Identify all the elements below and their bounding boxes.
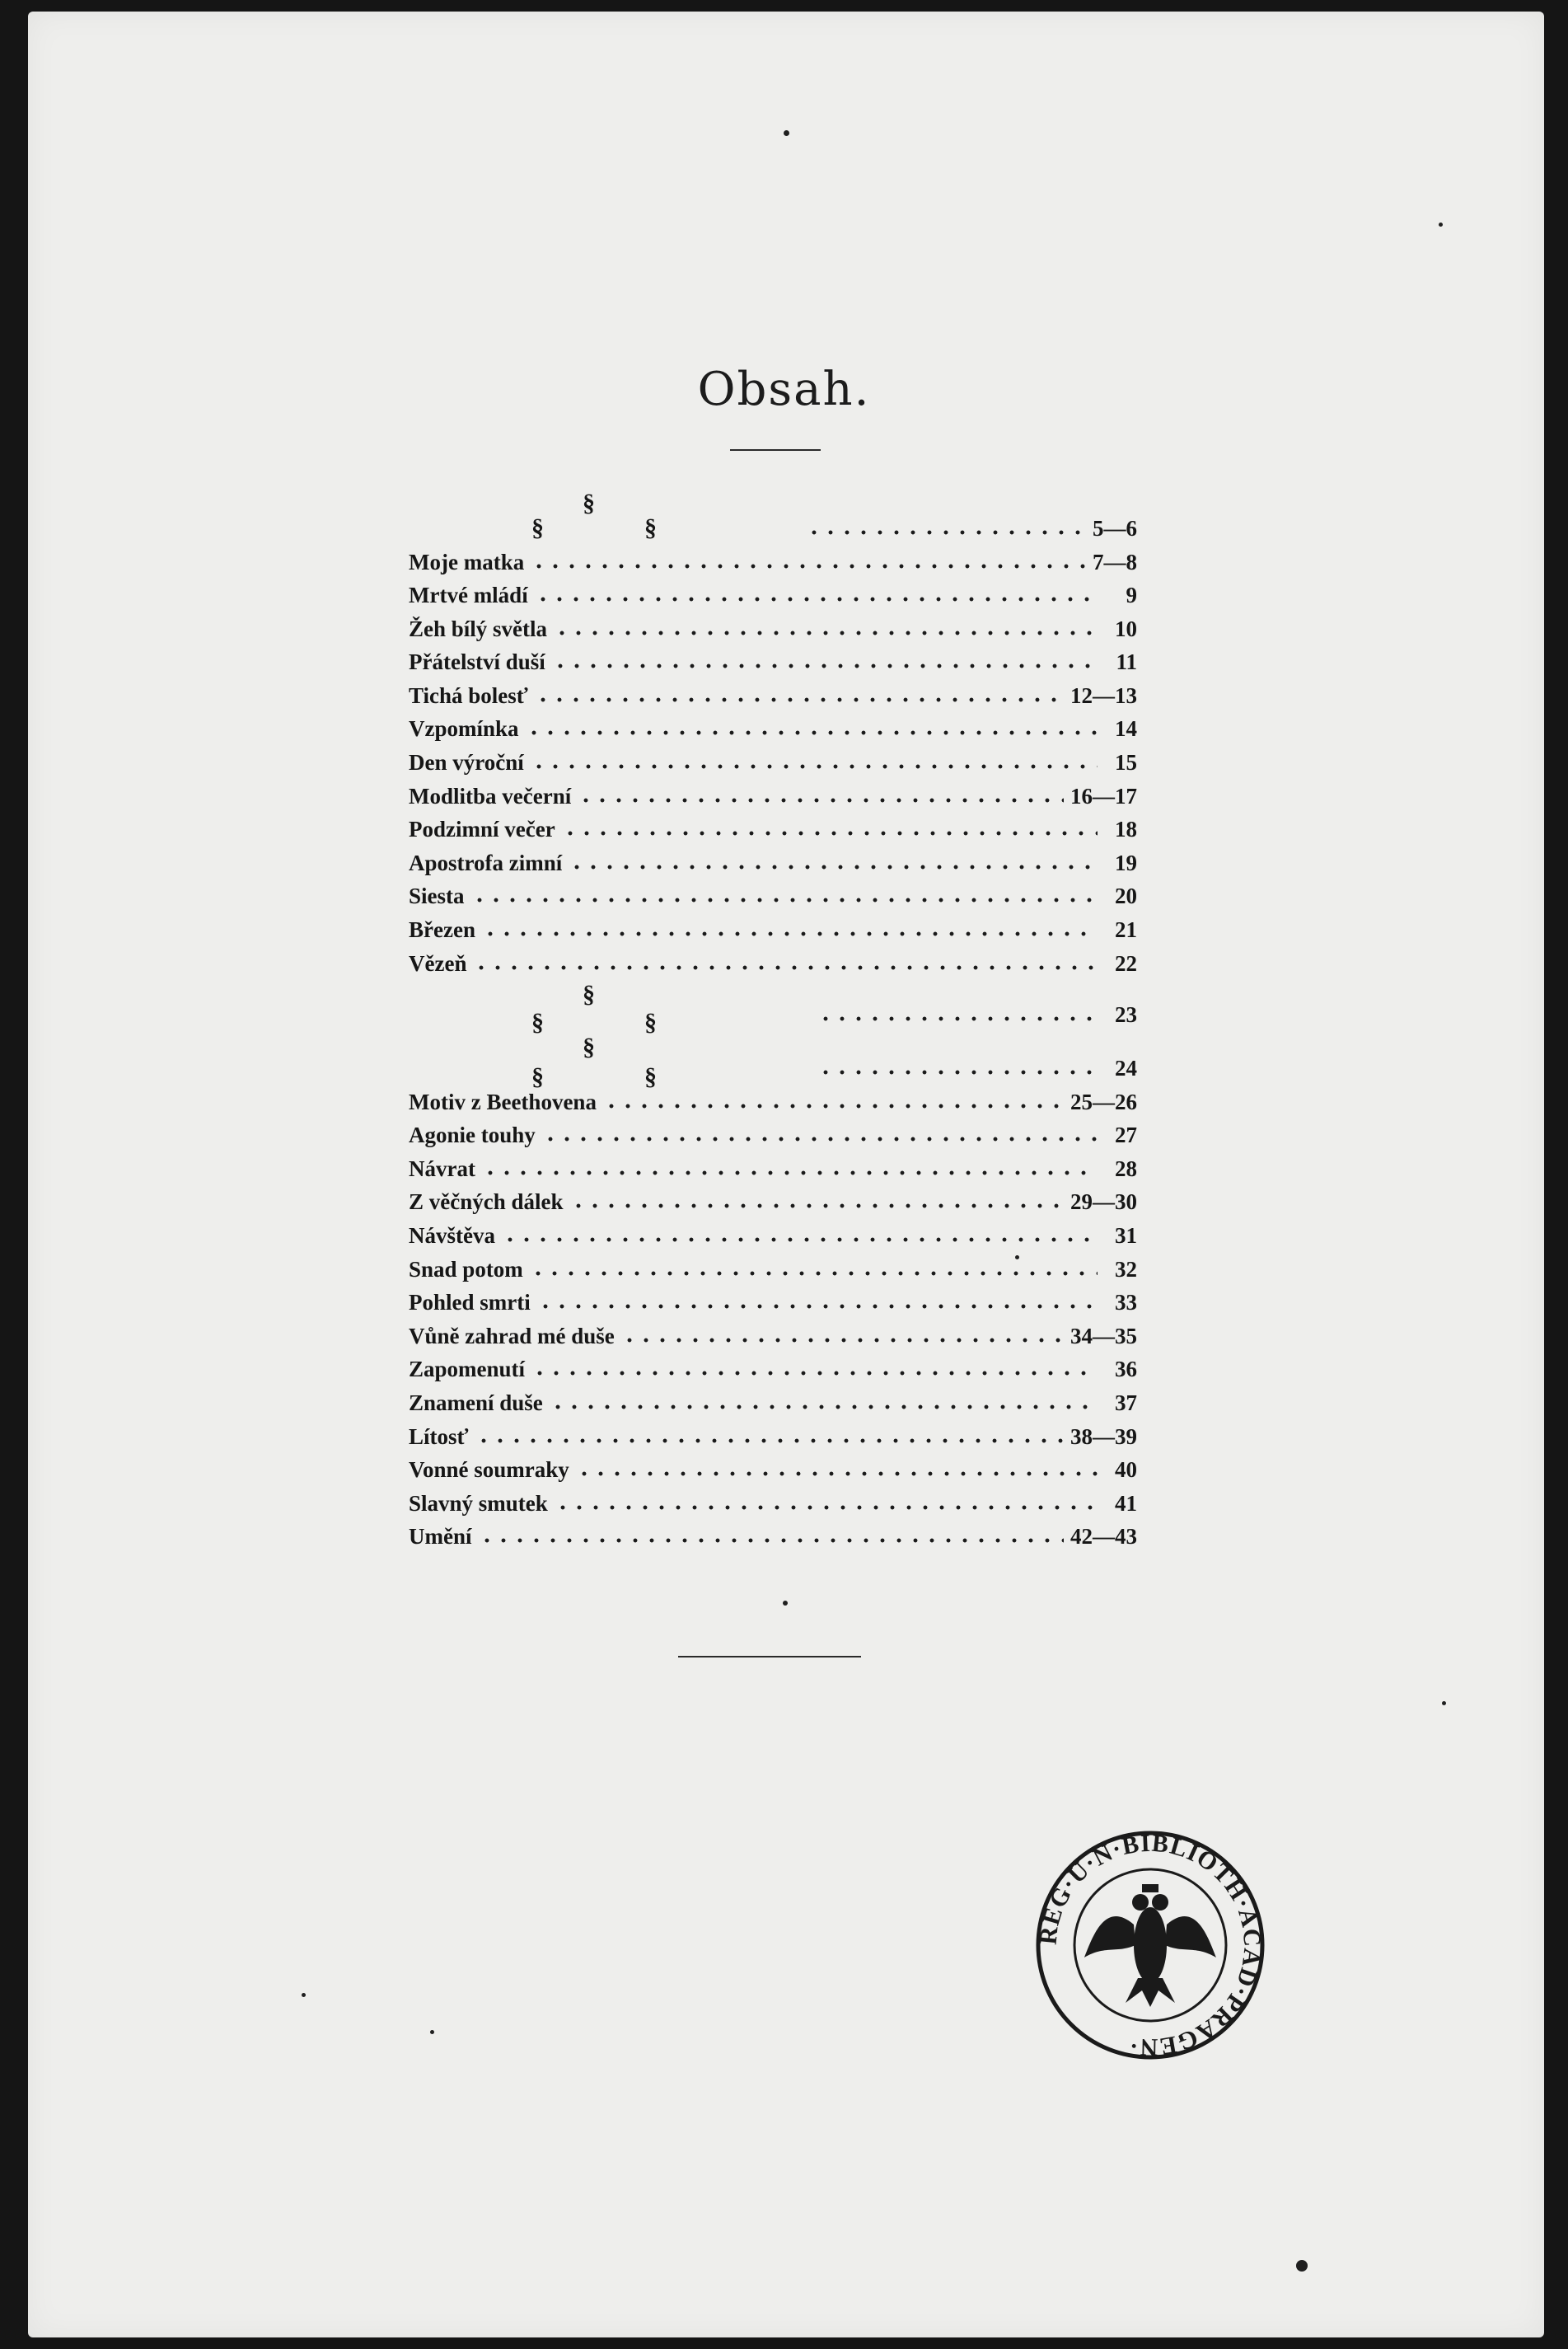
toc-leader-dots <box>578 798 1064 803</box>
toc-entry-pages: 38—39 <box>1070 1423 1137 1449</box>
toc-entry <box>409 1085 1137 1118</box>
stamp-text: REG·U·N·BIBLIOTH·ACAD·PRAGEN· <box>1034 1829 1266 2061</box>
scan-speck <box>1442 1701 1446 1705</box>
toc-entry-pages: 9 <box>1126 582 1137 607</box>
toc-entry-title: Lítosť <box>409 1423 469 1449</box>
toc-entry <box>409 1052 1137 1085</box>
toc-leader-dots <box>806 530 1086 535</box>
toc-entry-title: Agonie touhy <box>409 1122 536 1147</box>
toc-entry <box>409 813 1137 846</box>
toc-entry-pages: 34—35 <box>1070 1323 1137 1348</box>
scan-speck <box>302 1993 306 1997</box>
toc-leader-dots <box>531 764 1098 769</box>
toc-entry <box>409 998 1137 1031</box>
toc-entry-pages: 33 <box>1115 1289 1137 1315</box>
section-mark: § <box>583 981 595 1008</box>
toc-entry <box>409 1487 1137 1520</box>
toc-entry-title: Znamení duše <box>409 1390 543 1415</box>
toc-entry-pages: 23 <box>1115 1001 1137 1027</box>
toc-entry-pages: 25—26 <box>1070 1089 1137 1114</box>
toc-entry-pages: 19 <box>1115 850 1137 875</box>
toc-entry-title: Snad potom <box>409 1256 523 1282</box>
toc-leader-dots <box>531 564 1086 569</box>
toc-entry-title: Březen <box>409 917 475 942</box>
toc-entry-title: Podzimní večer <box>409 816 555 842</box>
toc-entry <box>409 879 1137 912</box>
toc-entry-title: Vonné soumraky <box>409 1456 569 1482</box>
toc-entry-pages: 5—6 <box>1093 515 1137 541</box>
toc-entry <box>409 1253 1137 1286</box>
toc-leader-dots <box>471 898 1098 903</box>
toc-leader-dots <box>554 631 1098 635</box>
toc-leader-dots <box>482 1170 1098 1175</box>
toc-entry-pages: 28 <box>1115 1156 1137 1181</box>
toc-leader-dots <box>482 931 1098 936</box>
toc-entry-title: Moje matka <box>409 549 525 574</box>
toc-entry-pages: 11 <box>1116 649 1137 674</box>
toc-entry-title: Návštěva <box>409 1222 495 1248</box>
toc-leader-dots <box>817 1016 1098 1021</box>
toc-entry-title: Modlitba večerní <box>409 783 572 809</box>
section-mark: § <box>644 514 657 542</box>
toc-entry-title: Z věčných dálek <box>409 1189 564 1214</box>
toc-entry-title: Slavný smutek <box>409 1490 548 1516</box>
toc-entry <box>409 679 1137 712</box>
toc-entry <box>409 1152 1137 1185</box>
toc-entry <box>409 1353 1137 1385</box>
scan-speck <box>1439 223 1443 227</box>
toc-entry <box>409 1320 1137 1353</box>
toc-entry-title: Zapomenutí <box>409 1356 526 1381</box>
toc-entry-pages: 29—30 <box>1070 1189 1137 1214</box>
toc-entry-title: Vzpomínka <box>409 715 519 741</box>
toc-entry-title: Pohled smrti <box>409 1289 531 1315</box>
scan-speck <box>1296 2260 1308 2272</box>
toc-entry <box>409 1453 1137 1486</box>
toc-entry-title: Den výroční <box>409 749 524 775</box>
toc-entry-title: Apostrofa zimní <box>409 850 563 875</box>
toc-entry-title: Přátelství duší <box>409 649 545 674</box>
scan-speck <box>784 130 789 136</box>
toc-entry-pages: 24 <box>1115 1055 1137 1081</box>
library-stamp <box>1027 1822 1274 2069</box>
toc-leader-dots <box>603 1104 1064 1109</box>
toc-leader-dots <box>537 1304 1098 1309</box>
toc-leader-dots <box>562 831 1098 836</box>
toc-entry-title: Vůně zahrad mé duše <box>409 1323 615 1348</box>
eagle-emblem-icon <box>1084 1884 1216 2007</box>
toc-entry <box>409 1118 1137 1151</box>
toc-entry-pages: 12—13 <box>1070 682 1137 708</box>
toc-leader-dots <box>555 1505 1098 1510</box>
toc-leader-dots <box>479 1538 1065 1543</box>
toc-entry <box>409 1386 1137 1419</box>
toc-leader-dots <box>817 1070 1098 1075</box>
toc-entry-pages: 14 <box>1115 715 1137 741</box>
toc-entry <box>409 712 1137 745</box>
toc-entry-title: Návrat <box>409 1156 475 1181</box>
toc-entry-pages: 27 <box>1115 1122 1137 1147</box>
toc-entry-pages: 18 <box>1115 816 1137 842</box>
toc-entry-title: Mrtvé mládí <box>409 582 528 607</box>
toc-entry-pages: 41 <box>1115 1490 1137 1516</box>
toc-entry <box>409 1286 1137 1319</box>
toc-leader-dots <box>535 597 1098 602</box>
toc-entry-title: Žeh bílý světla <box>409 616 548 641</box>
toc-entry-title: Vězeň <box>409 950 467 976</box>
toc-leader-dots <box>502 1237 1098 1242</box>
page-title: Obsah. <box>697 363 871 416</box>
toc-leader-dots <box>530 1271 1098 1276</box>
toc-entry <box>409 612 1137 645</box>
section-mark: § <box>583 1034 595 1061</box>
toc-leader-dots <box>552 663 1098 668</box>
toc-leader-dots <box>621 1338 1064 1343</box>
toc-entry-pages: 7—8 <box>1093 549 1137 574</box>
toc-entry-pages: 16—17 <box>1070 783 1137 809</box>
closing-rule <box>678 1656 861 1657</box>
toc-entry <box>409 512 1137 545</box>
toc-entry <box>409 1520 1137 1553</box>
toc-entry <box>409 846 1137 879</box>
toc-entry <box>409 1219 1137 1252</box>
toc-entry-title: Motiv z Beethovena <box>409 1089 597 1114</box>
toc-entry <box>409 645 1137 678</box>
toc-entry <box>409 1420 1137 1453</box>
toc-leader-dots <box>550 1404 1098 1409</box>
toc-leader-dots <box>473 965 1098 970</box>
toc-entry <box>409 579 1137 612</box>
toc-entry <box>409 913 1137 946</box>
scan-speck <box>430 2030 434 2034</box>
toc-entry-pages: 20 <box>1115 883 1137 908</box>
section-mark: § <box>531 1009 544 1036</box>
toc-entry <box>409 546 1137 579</box>
toc-entry-pages: 15 <box>1115 749 1137 775</box>
toc-entry <box>409 746 1137 779</box>
toc-entry-pages: 42—43 <box>1070 1523 1137 1549</box>
toc-entry-pages: 22 <box>1115 950 1137 976</box>
toc-entry <box>409 1185 1137 1218</box>
toc-entry-pages: 36 <box>1115 1356 1137 1381</box>
toc-entry-title: Umění <box>409 1523 472 1549</box>
toc-leader-dots <box>570 1203 1064 1208</box>
toc-entry-pages: 31 <box>1115 1222 1137 1248</box>
toc-entry-title: Tichá bolesť <box>409 682 528 708</box>
section-mark: § <box>583 490 595 517</box>
toc-entry-pages: 21 <box>1115 917 1137 942</box>
toc-entry-title: Siesta <box>409 883 465 908</box>
toc-entry-pages: 37 <box>1115 1390 1137 1415</box>
toc-leader-dots <box>526 730 1098 735</box>
section-mark: § <box>531 514 544 542</box>
toc-entry-pages: 40 <box>1115 1456 1137 1482</box>
toc-entry <box>409 947 1137 980</box>
toc-leader-dots <box>535 697 1064 702</box>
section-mark: § <box>644 1063 657 1090</box>
toc-leader-dots <box>475 1438 1064 1443</box>
section-mark: § <box>531 1063 544 1090</box>
toc-leader-dots <box>542 1137 1098 1142</box>
section-mark: § <box>644 1009 657 1036</box>
toc-entry <box>409 780 1137 813</box>
scan-speck <box>783 1601 788 1606</box>
toc-leader-dots <box>569 865 1098 870</box>
toc-leader-dots <box>576 1471 1098 1476</box>
toc-leader-dots <box>531 1371 1098 1376</box>
toc-entry-pages: 32 <box>1115 1256 1137 1282</box>
scan-speck <box>1015 1255 1019 1259</box>
toc-entry-pages: 10 <box>1115 616 1137 641</box>
